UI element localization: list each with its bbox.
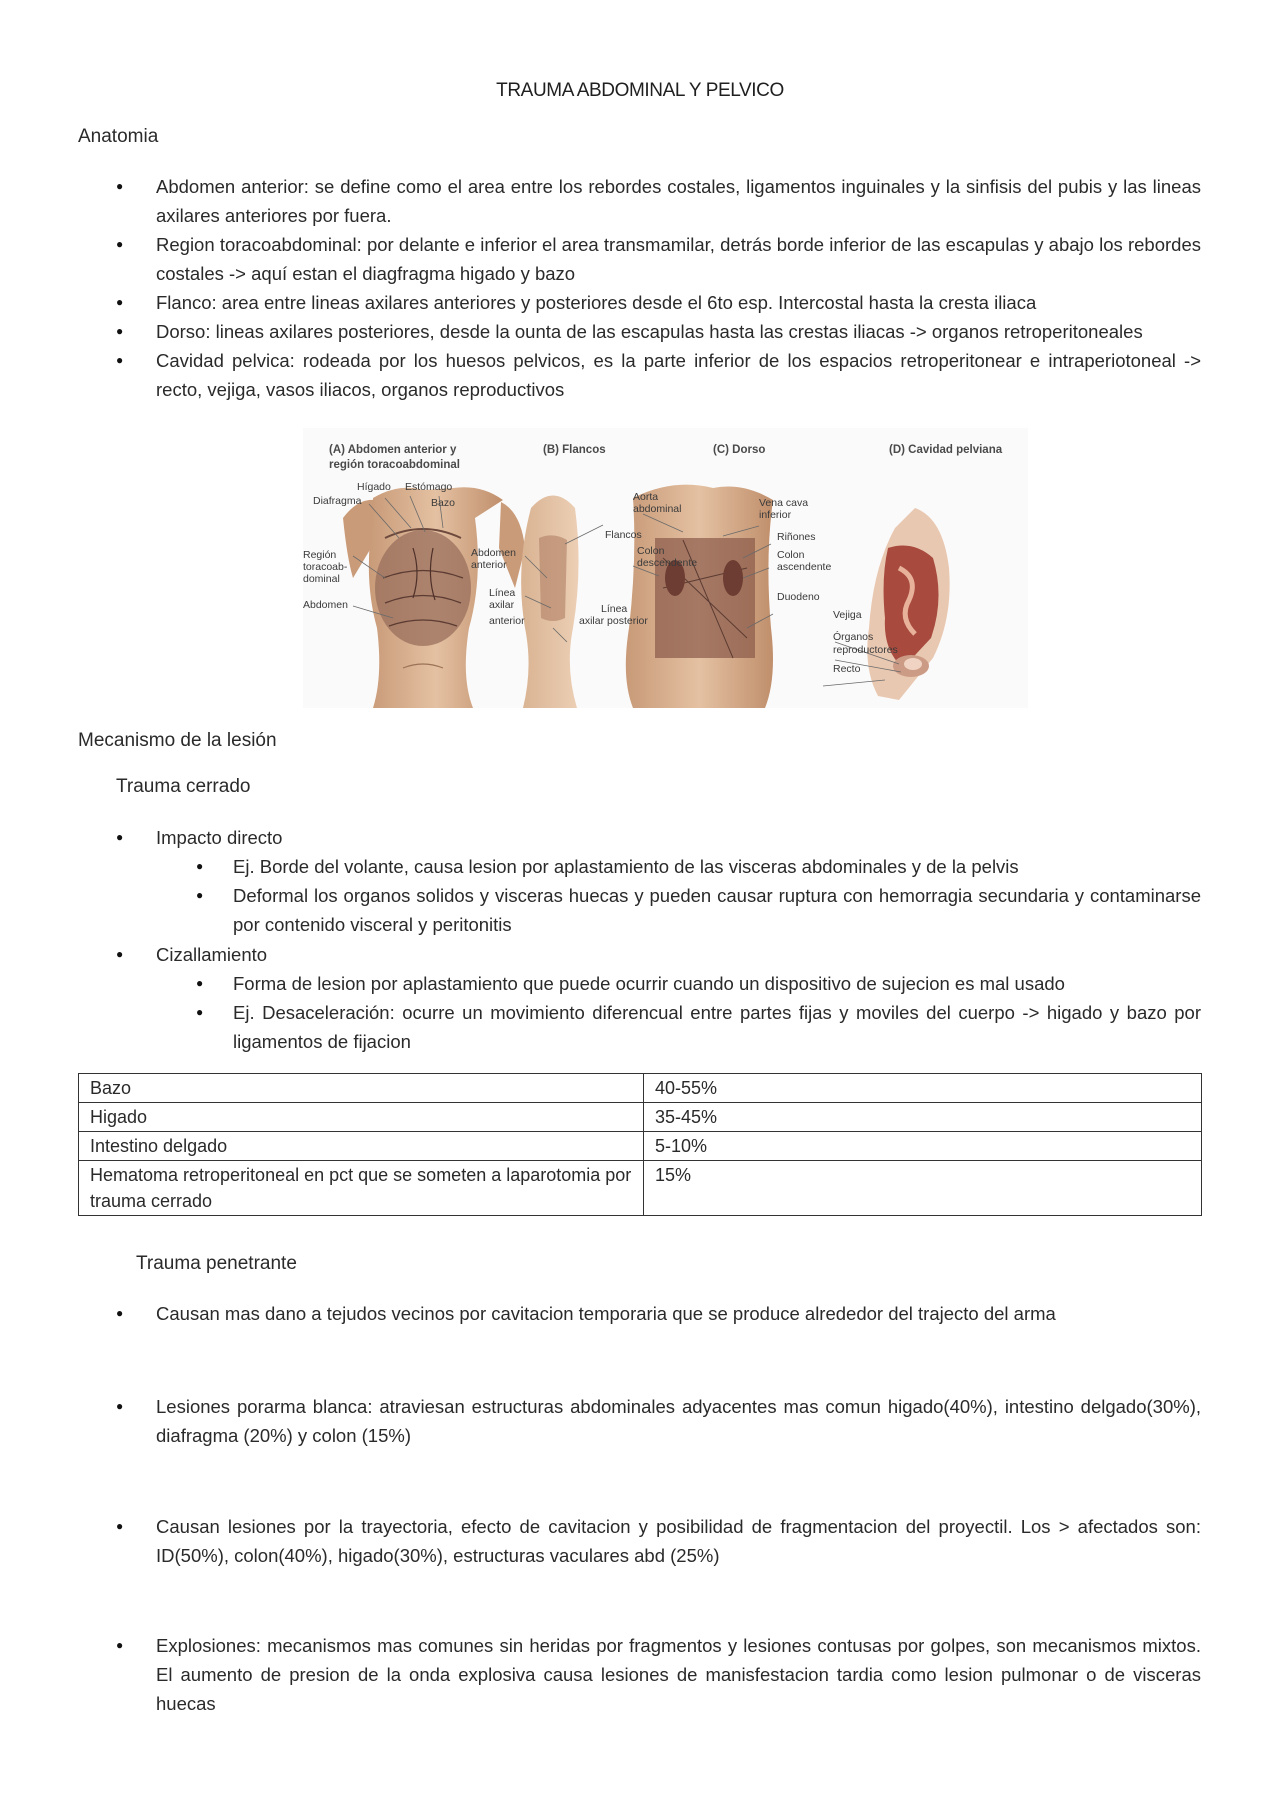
list-item: ● Region toracoabdominal: por delante e inferior el area transmamilar, detrás borde inferior de las escapulas y abajo los rebordes costales -> aquí estan el diagfragma higado y bazo bbox=[78, 230, 1201, 288]
table-row bbox=[79, 1161, 1202, 1216]
table-cell-organ: Intestino delgado bbox=[79, 1132, 644, 1161]
anatomy-figure bbox=[303, 428, 1028, 708]
torso-flank-illustration bbox=[521, 496, 578, 709]
label-recto: Recto bbox=[833, 663, 861, 675]
anatomy-list bbox=[78, 172, 1201, 404]
list-item: ● Ej. Borde del volante, causa lesion por aplastamiento de las visceras abdominales y de la pelvis bbox=[156, 852, 1201, 881]
list-item: ● Explosiones: mecanismos mas comunes sin heridas por fragmentos y lesiones contusas por golpes, son mecanismos mixtos. El aumento de presion de la onda explosiva causa lesiones de manisfestacion tardia como lesion pulmonar o de visceras huecas bbox=[78, 1631, 1201, 1718]
shear-list bbox=[78, 940, 1201, 969]
list-item: ● Deformal los organos solidos y visceras huecas y pueden causar ruptura con hemorragia secundaria y contaminarse por contenido visceral y peritonitis bbox=[156, 881, 1201, 939]
penetrating-list-4 bbox=[78, 1631, 1201, 1718]
impact-list bbox=[78, 823, 1201, 852]
label-duodeno: Duodeno bbox=[777, 591, 820, 603]
label-abdomen: Abdomen bbox=[303, 599, 348, 611]
shear-sublist bbox=[156, 969, 1201, 1056]
label-diafragma: Diafragma bbox=[313, 495, 362, 507]
penetrating-list-3 bbox=[78, 1512, 1201, 1570]
penetrating-list-2 bbox=[78, 1392, 1201, 1450]
label-aorta: Aorta bbox=[633, 491, 659, 503]
label-estomago: Estómago bbox=[405, 481, 453, 493]
label-organos-reproductores: Órganos bbox=[833, 631, 874, 643]
anatomy-heading: Anatomia bbox=[78, 126, 159, 147]
label-linea-axilar-posterior: Línea bbox=[601, 603, 628, 615]
table-row bbox=[79, 1103, 1202, 1132]
table-row bbox=[79, 1132, 1202, 1161]
list-item: ● Flanco: area entre lineas axilares anteriores y posteriores desde el 6to esp. Intercostal hasta la cresta iliaca bbox=[78, 288, 1201, 317]
list-item: ● Causan mas dano a tejudos vecinos por cavitacion temporaria que se produce alrededor del trajecto del arma bbox=[78, 1299, 1201, 1328]
label-linea-axilar-anterior: Línea bbox=[489, 587, 516, 599]
penetrating-list-1 bbox=[78, 1299, 1201, 1328]
table-cell-organ: Bazo bbox=[79, 1074, 644, 1103]
table-cell-pct: 15% bbox=[644, 1161, 1202, 1216]
label-abdomen-anterior: Abdomen bbox=[471, 547, 516, 559]
label-linea-axilar-anterior-3: anterior bbox=[489, 615, 525, 627]
table-cell-pct: 5-10% bbox=[644, 1132, 1202, 1161]
injury-frequency-table bbox=[78, 1073, 1202, 1216]
label-linea-axilar-anterior-2: axilar bbox=[489, 599, 515, 611]
panel-c-title: (C) Dorso bbox=[713, 444, 766, 456]
page-title: TRAUMA ABDOMINAL Y PELVICO bbox=[496, 80, 784, 101]
label-region-2: toracoab- bbox=[303, 561, 348, 573]
penetrating-trauma-heading: Trauma penetrante bbox=[136, 1253, 297, 1274]
label-rinones: Riñones bbox=[777, 531, 816, 543]
panel-d-title: (D) Cavidad pelviana bbox=[889, 444, 1003, 456]
label-linea-axilar-posterior-2: axilar posterior bbox=[579, 615, 648, 627]
panel-a-title: (A) Abdomen anterior y bbox=[329, 444, 457, 456]
table-cell-organ: Hematoma retroperitoneal en pct que se someten a laparotomia por trauma cerrado bbox=[79, 1161, 644, 1216]
mechanism-heading: Mecanismo de la lesión bbox=[78, 730, 277, 751]
label-vena-cava: Vena cava bbox=[759, 497, 809, 509]
impact-sublist bbox=[156, 852, 1201, 939]
label-abdomen-anterior-2: anterior bbox=[471, 559, 507, 571]
label-colon-ascendente-2: ascendente bbox=[777, 561, 832, 573]
torso-back-illustration bbox=[626, 485, 773, 708]
list-item: ● Forma de lesion por aplastamiento que puede ocurrir cuando un dispositivo de sujecion es mal usado bbox=[156, 969, 1201, 998]
list-item: ● Lesiones porarma blanca: atraviesan estructuras abdominales adyacentes mas comun higado(40%), intestino delgado(30%), diafragma (20%) y colon (15%) bbox=[78, 1392, 1201, 1450]
label-region-3: dominal bbox=[303, 573, 340, 585]
list-item: ● Dorso: lineas axilares posteriores, desde la ounta de las escapulas hasta las crestas iliacas -> organos retroperitoneales bbox=[78, 317, 1201, 346]
label-region: Región bbox=[303, 549, 337, 561]
label-colon-ascendente: Colon bbox=[777, 549, 805, 561]
label-bazo: Bazo bbox=[431, 497, 455, 509]
blunt-trauma-heading: Trauma cerrado bbox=[116, 776, 251, 797]
label-vena-cava-2: inferior bbox=[759, 509, 792, 521]
label-organos-reproductores-2: reproductores bbox=[833, 644, 898, 656]
table-cell-pct: 35-45% bbox=[644, 1103, 1202, 1132]
panel-b-title: (B) Flancos bbox=[543, 444, 606, 456]
label-aorta-2: abdominal bbox=[633, 503, 682, 515]
table-row bbox=[79, 1074, 1202, 1103]
table-cell-organ: Higado bbox=[79, 1103, 644, 1132]
list-item: ● Cavidad pelvica: rodeada por los huesos pelvicos, es la parte inferior de los espacios retroperitonear e intraperiotoneal -> recto, vejiga, vasos iliacos, organos reproductivos bbox=[78, 346, 1201, 404]
list-item: ● Cizallamiento bbox=[78, 940, 1201, 969]
list-item: ● Abdomen anterior: se define como el area entre los rebordes costales, ligamentos inguinales y la sinfisis del pubis y las lineas axilares anteriores por fuera. bbox=[78, 172, 1201, 230]
list-item: ● Ej. Desaceleración: ocurre un movimiento diferencual entre partes fijas y moviles del cuerpo -> higado y bazo por ligamentos de fijacion bbox=[156, 998, 1201, 1056]
label-higado: Hígado bbox=[357, 481, 391, 493]
label-vejiga: Vejiga bbox=[833, 609, 862, 621]
label-flancos: Flancos bbox=[605, 529, 642, 541]
label-colon-descendente-2: descendente bbox=[637, 557, 698, 569]
label-colon-descendente: Colon bbox=[637, 545, 665, 557]
list-item: ● Causan lesiones por la trayectoria, efecto de cavitacion y posibilidad de fragmentacion del proyectil. Los > afectados son: ID(50%), colon(40%), higado(30%), estructuras vaculares abd (25%) bbox=[78, 1512, 1201, 1570]
table-cell-pct: 40-55% bbox=[644, 1074, 1202, 1103]
panel-a-title-2: región toracoabdominal bbox=[329, 459, 460, 471]
list-item: ● Impacto directo bbox=[78, 823, 1201, 852]
